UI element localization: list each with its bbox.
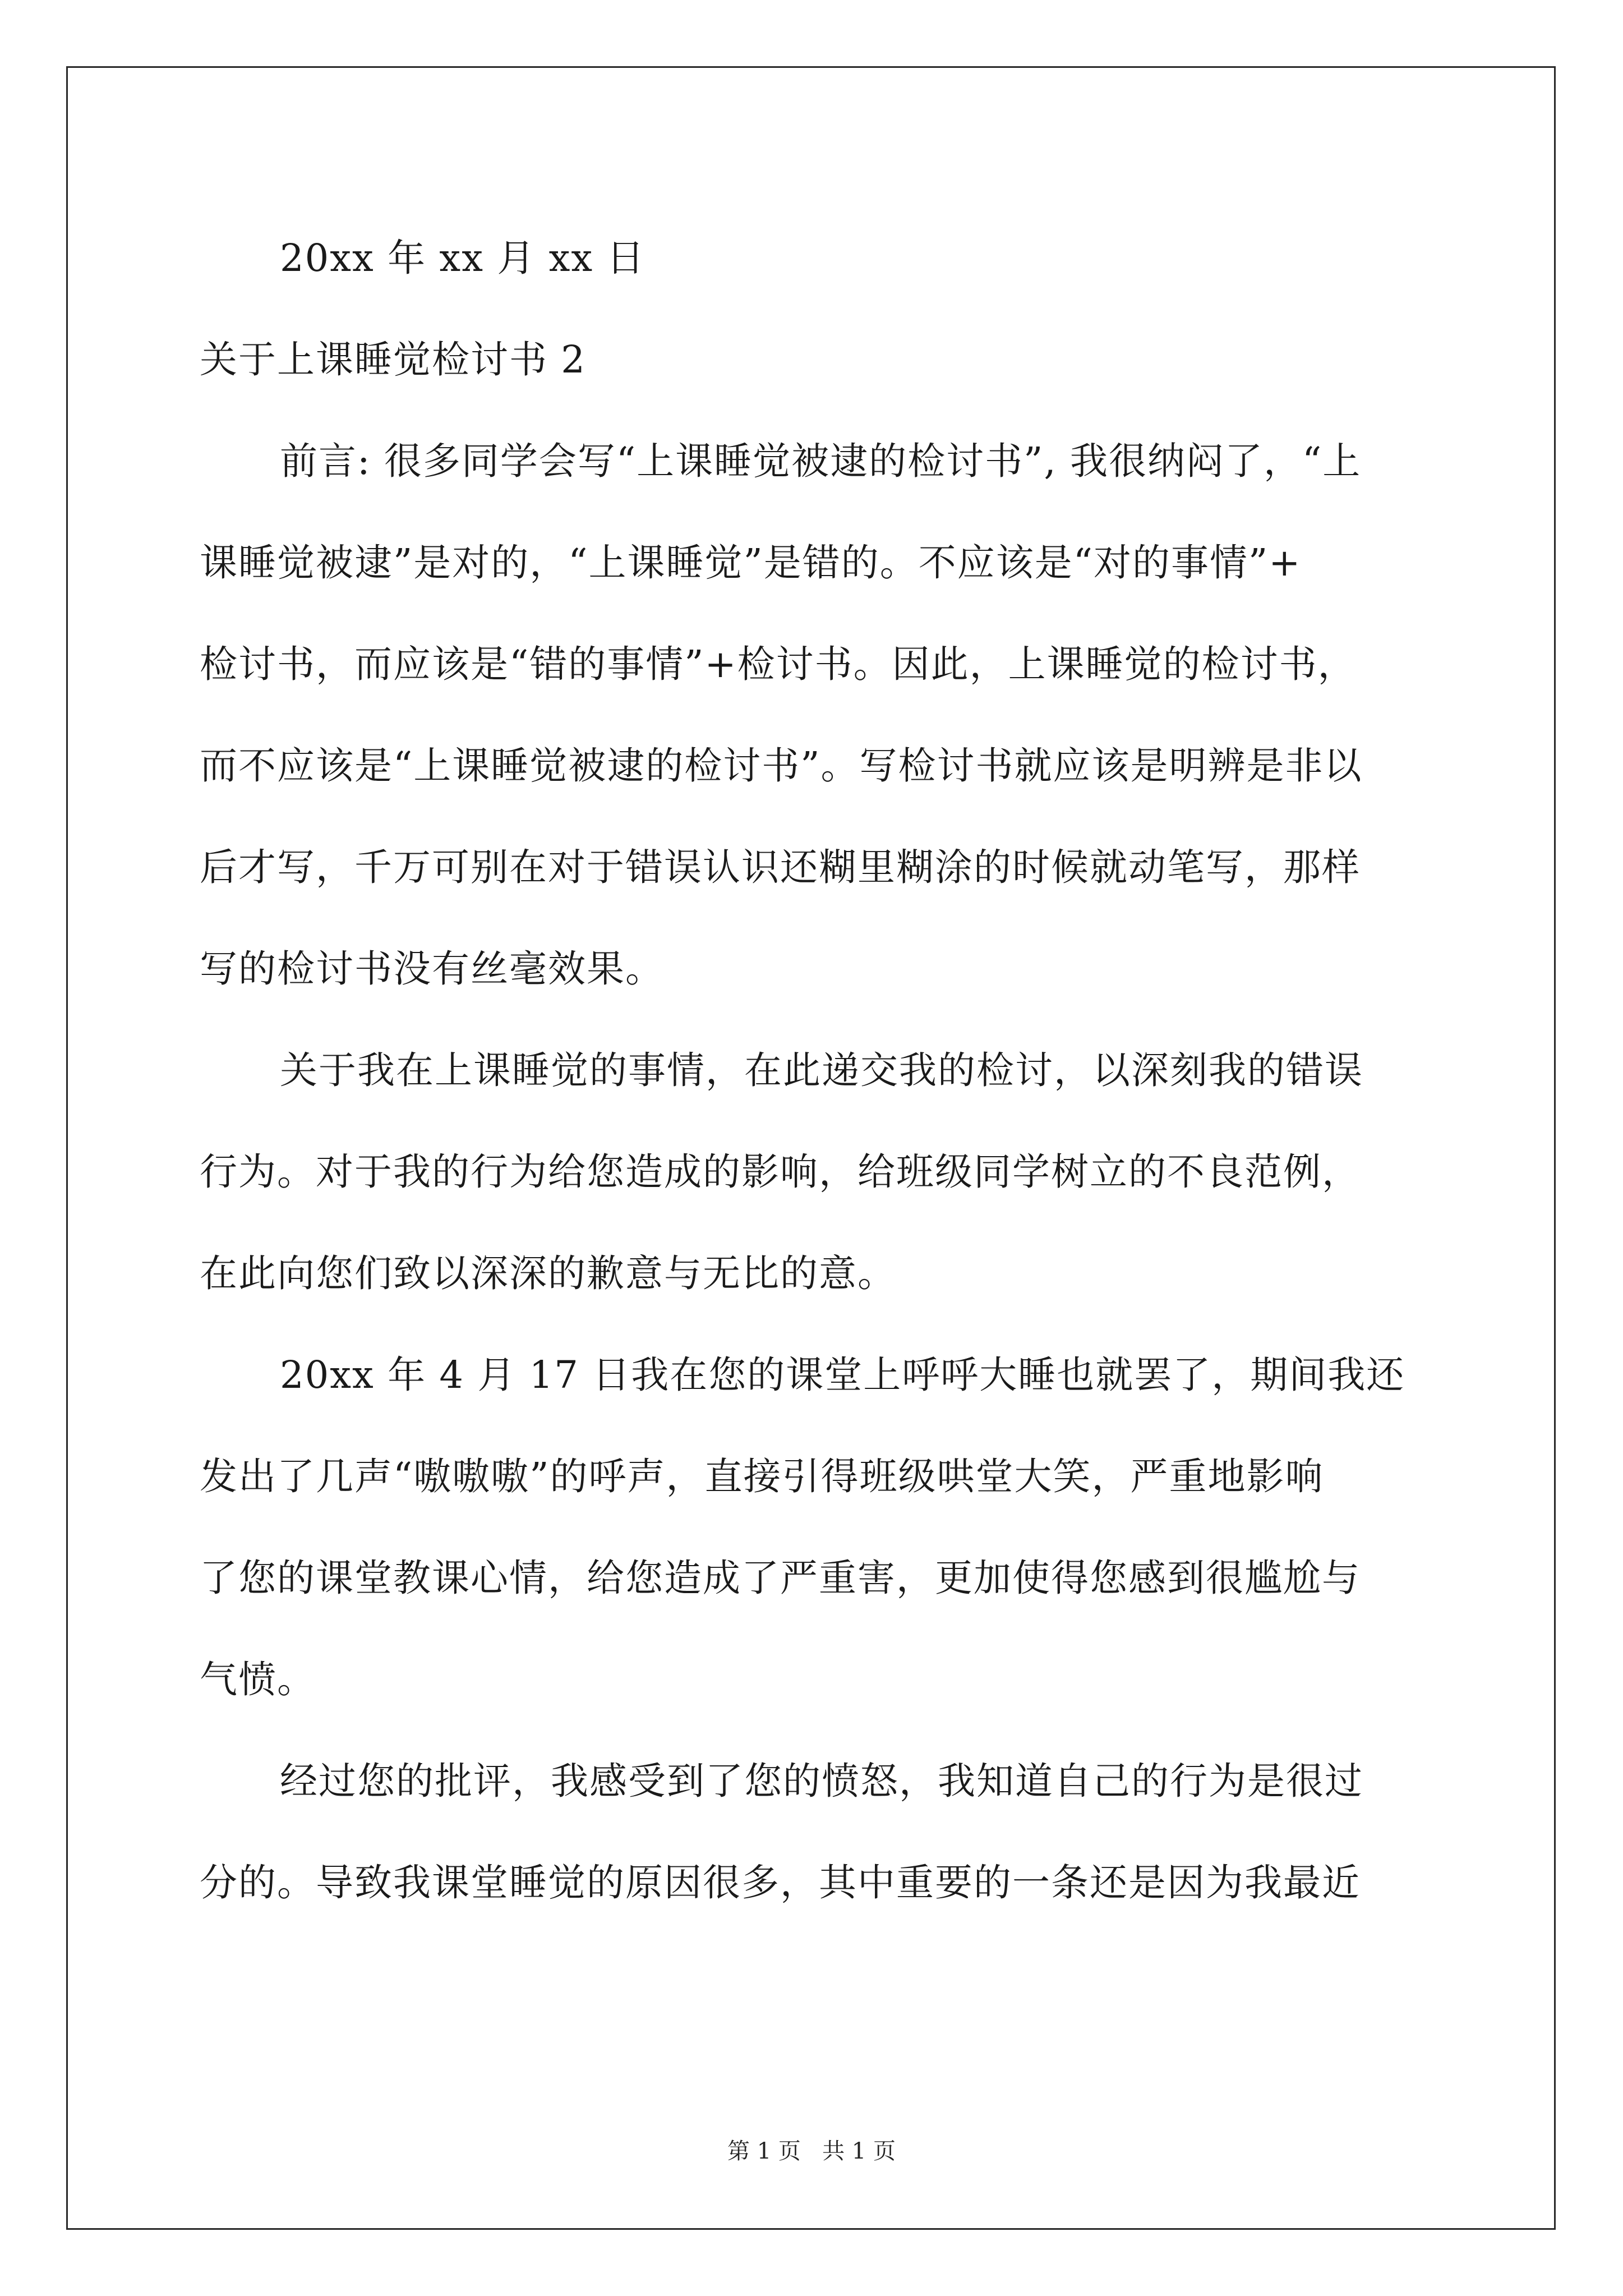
- paragraph-line: 前言: 很多同学会写“上课睡觉被逮的检讨书”, 我很纳闷了，“上: [280, 439, 1362, 483]
- paragraph-line: 而不应该是“上课睡觉被逮的检讨书”。写检讨书就应该是明辨是非以: [200, 744, 1363, 788]
- paragraph-line: 关于我在上课睡觉的事情，在此递交我的检讨，以深刻我的错误: [280, 1048, 1363, 1092]
- page-footer: 第 1 页 共 1 页: [727, 2138, 896, 2164]
- paragraph-line: 了您的课堂教课心情，给您造成了严重害，更加使得您感到很尴尬与: [200, 1556, 1361, 1600]
- paragraph-line: 经过您的批评，我感受到了您的愤怒，我知道自己的行为是很过: [280, 1759, 1363, 1803]
- paragraph-line: 在此向您们致以深深的歉意与无比的意。: [200, 1251, 896, 1295]
- section-title: 关于上课睡觉检讨书 2: [200, 338, 586, 381]
- paragraph-line: 后才写，千万可别在对于错误认识还糊里糊涂的时候就动笔写，那样: [200, 845, 1361, 889]
- document-body: [200, 208, 1461, 1934]
- paragraph-line: 发出了几声“嗷嗷嗷”的呼声，直接引得班级哄堂大笑，严重地影响: [200, 1455, 1324, 1498]
- paragraph-line: 检讨书，而应该是“错的事情”+检讨书。因此，上课睡觉的检讨书，: [200, 642, 1357, 686]
- paragraph-line: 课睡觉被逮”是对的，“上课睡觉”是错的。不应该是“对的事情”+: [200, 541, 1302, 585]
- paragraph-line: 20xx 年 4 月 17 日我在您的课堂上呼呼大睡也就罢了，期间我还: [280, 1353, 1405, 1397]
- paragraph-line: 行为。对于我的行为给您造成的影响，给班级同学树立的不良范例，: [200, 1150, 1361, 1194]
- paragraph-line: 气愤。: [200, 1658, 316, 1701]
- paragraph-line: 写的检讨书没有丝毫效果。: [200, 947, 664, 991]
- date-line: 20xx 年 xx 月 xx 日: [280, 236, 645, 280]
- paragraph-line: 分的。导致我课堂睡觉的原因很多，其中重要的一条还是因为我最近: [200, 1861, 1361, 1904]
